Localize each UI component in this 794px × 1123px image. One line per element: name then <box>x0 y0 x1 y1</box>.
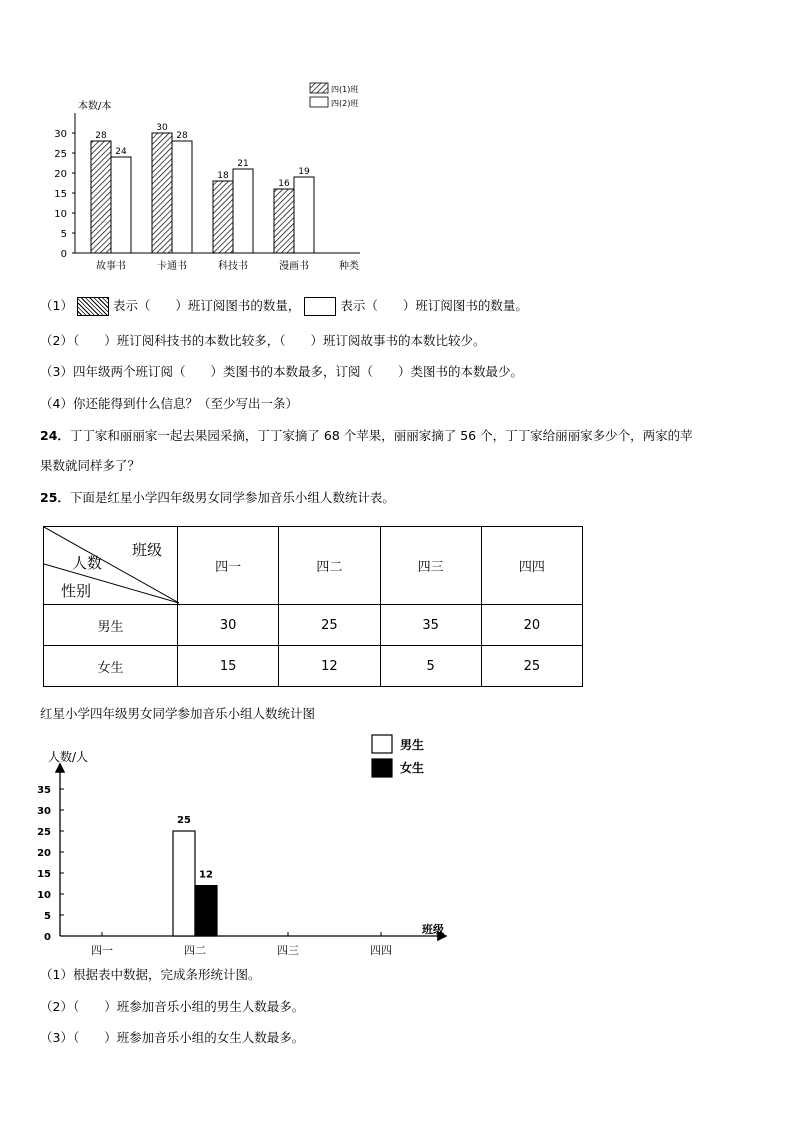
table-cell: 20 <box>481 605 582 646</box>
chart2-bar <box>195 886 217 936</box>
music-bar-chart <box>30 730 460 962</box>
chart1-data-label: 19 <box>298 167 310 177</box>
q23-line2: （2）（ ）班订阅科技书的本数比较多，（ ）班订阅故事书的本数比较少。 <box>40 333 486 348</box>
chart2-ytick-label: 5 <box>44 911 51 922</box>
corner-label-gender: 性别 <box>61 582 92 600</box>
chart2-data-label: 12 <box>199 869 213 881</box>
chart2-ytick-label: 35 <box>37 785 51 796</box>
q23-l1-mid: 表示（ ）班订阅图书的数量， <box>112 298 301 313</box>
table-row <box>44 605 583 646</box>
music-group-table <box>43 526 583 687</box>
chart1-bar <box>91 141 111 253</box>
col-header-4-1: 四一 <box>178 527 279 605</box>
table-row <box>44 646 583 687</box>
chart1-ytick-label: 30 <box>54 129 67 140</box>
legend-label-girls: 女生 <box>400 761 425 775</box>
chart1-category-label: 科技书 <box>218 261 248 272</box>
q24-line1 <box>40 428 693 444</box>
table-corner-header <box>44 527 178 605</box>
chart2-category-label: 四三 <box>277 944 299 957</box>
chart1-data-label: 16 <box>278 179 290 189</box>
legend-label-boys: 男生 <box>400 738 425 752</box>
table-cell: 25 <box>279 605 380 646</box>
chart2-ytick-label: 30 <box>37 806 51 817</box>
legend-label-class2: 四(2)班 <box>331 99 359 108</box>
chart1-ylabel: 本数/本 <box>78 101 112 112</box>
chart1-bar <box>152 133 172 253</box>
chart1-ytick-label: 0 <box>60 249 67 260</box>
white-swatch <box>304 297 336 316</box>
chart1-bar <box>233 169 253 253</box>
chart1-category-label: 漫画书 <box>279 261 309 272</box>
chart1-bar <box>213 181 233 253</box>
legend-swatch-hatched <box>310 83 328 93</box>
table-cell: 5 <box>380 646 481 687</box>
q25-sub2: （2）（ ）班参加音乐小组的男生人数最多。 <box>40 999 305 1014</box>
chart1-data-label: 28 <box>95 131 107 141</box>
corner-label-class: 班级 <box>132 541 163 559</box>
table-cell: 35 <box>380 605 481 646</box>
table-cell: 30 <box>178 605 279 646</box>
legend-swatch-girls <box>372 759 392 777</box>
chart1-ytick-label: 20 <box>54 169 67 180</box>
chart2-xlabel: 班级 <box>422 923 444 936</box>
q25-intro <box>40 490 395 506</box>
chart2-ytick-label: 25 <box>37 827 51 838</box>
chart1-ytick-label: 5 <box>60 229 67 240</box>
legend-swatch-boys <box>372 735 392 753</box>
table-cell: 25 <box>481 646 582 687</box>
chart1-ytick-label: 10 <box>54 209 67 220</box>
chart2-ytick-label: 20 <box>37 848 51 859</box>
q23-l1-end: 表示（ ）班订阅图书的数量。 <box>340 298 528 313</box>
chart2-title: 红星小学四年级男女同学参加音乐小组人数统计图 <box>40 706 316 721</box>
chart1-ytick-label: 15 <box>54 189 67 200</box>
q24-text-1: 丁丁家和丽丽家一起去果园采摘，丁丁家摘了 68 个苹果，丽丽家摘了 56 个，丁丁家给丽丽家多少个，两家的苹 <box>69 428 693 443</box>
q25-sub3: （3）（ ）班参加音乐小组的女生人数最多。 <box>40 1030 305 1045</box>
corner-label-count: 人数 <box>72 554 103 572</box>
chart2-ytick-label: 0 <box>44 932 51 943</box>
chart2-category-label: 四一 <box>91 944 113 957</box>
table-cell: 15 <box>178 646 279 687</box>
chart2-ylabel: 人数/人 <box>48 750 89 764</box>
q25-sub1: （1）根据表中数据，完成条形统计图。 <box>40 967 261 982</box>
q24-number: 24． <box>40 428 70 443</box>
chart1-ytick-label: 25 <box>54 149 67 160</box>
chart1-data-label: 30 <box>156 123 168 133</box>
col-header-4-4: 四四 <box>481 527 582 605</box>
chart2-ytick-label: 15 <box>37 869 51 880</box>
chart1-bar <box>294 177 314 253</box>
table-cell: 12 <box>279 646 380 687</box>
chart2-category-label: 四四 <box>370 944 392 957</box>
chart2-category-label: 四二 <box>184 944 206 957</box>
row-label-girls: 女生 <box>44 646 178 687</box>
chart1-category-label: 卡通书 <box>157 261 187 272</box>
q23-line4: （4）你还能得到什么信息？（至少写出一条） <box>40 396 298 411</box>
chart1-data-label: 24 <box>115 147 127 157</box>
chart1-xlabel: 种类 <box>339 261 359 272</box>
chart1-bar <box>172 141 192 253</box>
chart1-bar <box>274 189 294 253</box>
legend-swatch-white <box>310 97 328 107</box>
chart2-data-label: 25 <box>177 815 191 826</box>
row-label-boys: 男生 <box>44 605 178 646</box>
q23-l1-prefix: （1） <box>40 298 73 313</box>
chart1-bar <box>111 157 131 253</box>
hatched-swatch <box>77 297 109 316</box>
chart1-data-label: 21 <box>237 159 249 169</box>
chart1-category-label: 故事书 <box>96 261 126 272</box>
q25-number: 25． <box>40 490 70 505</box>
chart2-bar <box>173 831 195 936</box>
col-header-4-2: 四二 <box>279 527 380 605</box>
legend-label-class1: 四(1)班 <box>331 85 359 94</box>
chart1-data-label: 18 <box>217 171 229 181</box>
q24-line2: 果数就同样多了？ <box>40 458 141 473</box>
q23-line1 <box>40 297 528 316</box>
q23-line3: （3）四年级两个班订阅（ ）类图书的本数最多，订阅（ ）类图书的本数最少。 <box>40 364 523 379</box>
book-bar-chart <box>40 75 380 275</box>
chart1-data-label: 28 <box>176 131 188 141</box>
chart2-ytick-label: 10 <box>37 890 51 901</box>
col-header-4-3: 四三 <box>380 527 481 605</box>
q25-intro-text: 下面是红星小学四年级男女同学参加音乐小组人数统计表。 <box>69 490 395 505</box>
